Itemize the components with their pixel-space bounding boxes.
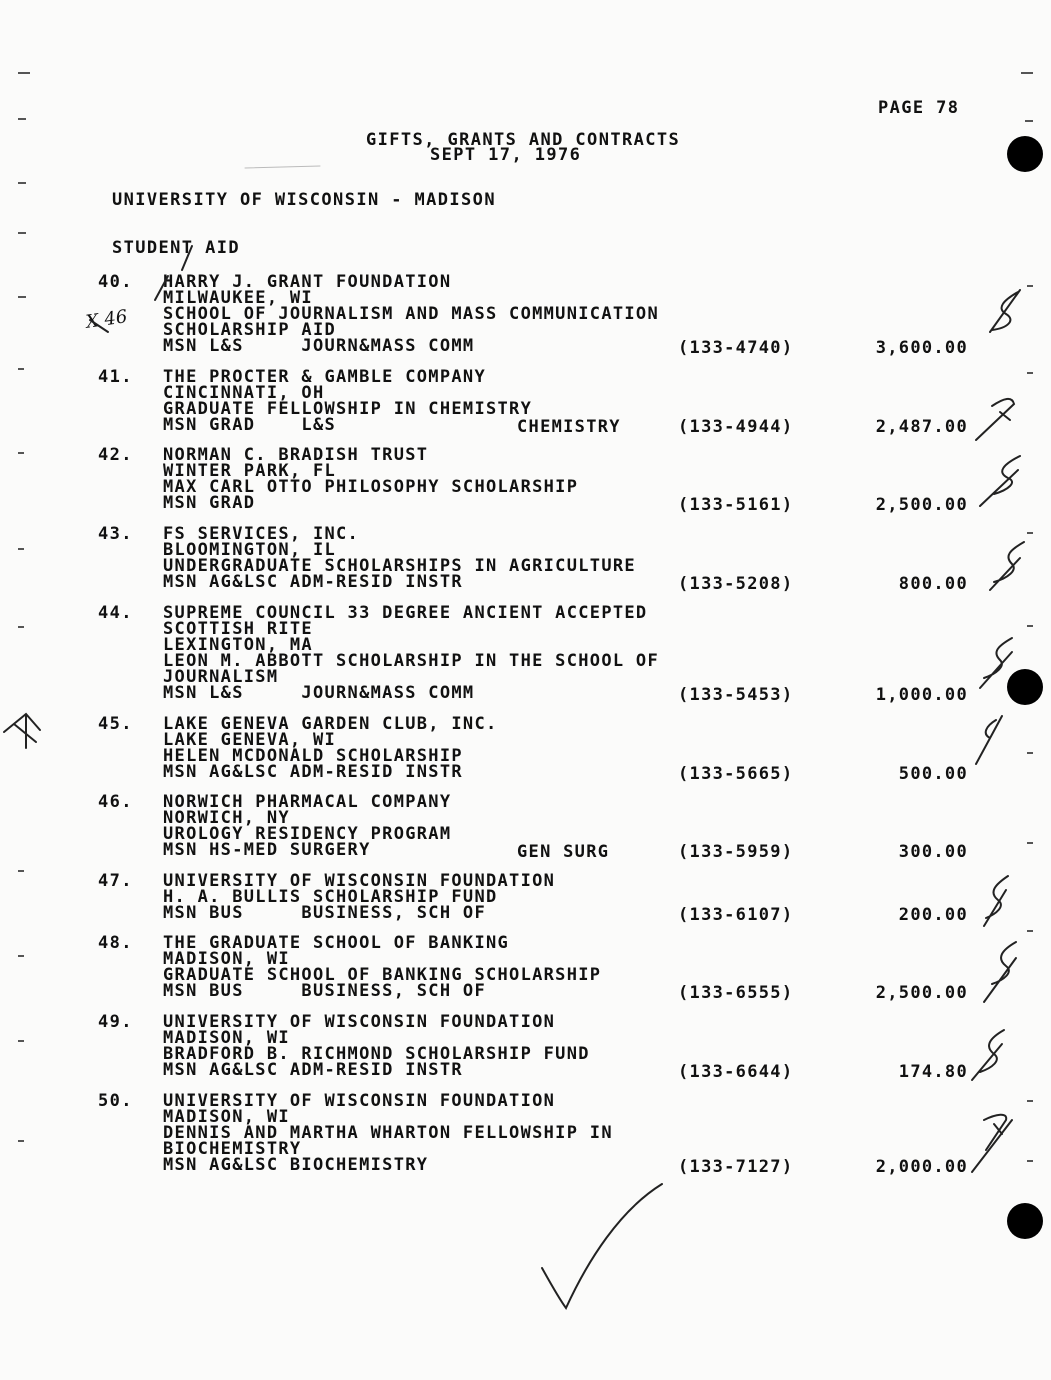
entry-line: MADISON, WI <box>163 1107 290 1127</box>
entry-line: MSN AG&LSC ADM-RESID INSTR <box>163 572 463 592</box>
entry-line: NORMAN C. BRADISH TRUST <box>163 445 429 465</box>
entry-number: 43. <box>98 524 133 544</box>
entry-number: 42. <box>98 445 133 465</box>
account-number: (133-6644) <box>678 1062 794 1082</box>
account-number: (133-5453) <box>678 685 794 705</box>
margin-arrow <box>4 714 40 748</box>
entry-line: THE GRADUATE SCHOOL OF BANKING <box>163 933 510 953</box>
smudge <box>245 166 320 168</box>
section-heading: STUDENT AID <box>112 238 240 258</box>
entry-line: MSN AG&LSC ADM-RESID INSTR <box>163 762 463 782</box>
entry-line: GRADUATE SCHOOL OF BANKING SCHOLARSHIP <box>163 965 602 985</box>
grant-amount: 800.00 <box>898 574 968 594</box>
grant-amount: 200.00 <box>898 905 968 925</box>
grant-amount: 2,000.00 <box>875 1157 968 1177</box>
entry-line: BLOOMINGTON, IL <box>163 540 337 560</box>
entry-line: SUPREME COUNCIL 33 DEGREE ANCIENT ACCEPTED <box>163 603 648 623</box>
grant-amount: 2,500.00 <box>875 983 968 1003</box>
entry-line: THE PROCTER & GAMBLE COMPANY <box>163 367 486 387</box>
grant-amount: 174.80 <box>898 1062 968 1082</box>
entry-line: JOURNALISM <box>163 667 279 687</box>
entry-line: NORWICH, NY <box>163 808 290 828</box>
entry-line: BIOCHEMISTRY <box>163 1139 302 1159</box>
report-date: SEPT 17, 1976 <box>430 145 582 165</box>
pen-slash <box>155 276 168 300</box>
account-number: (133-6555) <box>678 983 794 1003</box>
account-number: (133-5208) <box>678 574 794 594</box>
grant-amount: 1,000.00 <box>875 685 968 705</box>
entry-number: 46. <box>98 792 133 812</box>
entry-number: 41. <box>98 367 133 387</box>
grant-amount: 2,500.00 <box>875 495 968 515</box>
page-number: PAGE 78 <box>878 98 960 118</box>
entry-line: UNIVERSITY OF WISCONSIN FOUNDATION <box>163 871 556 891</box>
entry-line: CINCINNATI, OH <box>163 383 325 403</box>
entry-line: LEXINGTON, MA <box>163 635 313 655</box>
entry-line: DENNIS AND MARTHA WHARTON FELLOWSHIP IN <box>163 1123 613 1143</box>
tally-mark <box>990 290 1020 332</box>
tally-mark <box>984 942 1016 1002</box>
entry-line: MSN AG&LSC BIOCHEMISTRY <box>163 1155 429 1175</box>
account-number: (133-7127) <box>678 1157 794 1177</box>
entry-line: WINTER PARK, FL <box>163 461 337 481</box>
entry-line: MSN GRAD <box>163 493 256 513</box>
entry-number: 40. <box>98 272 133 292</box>
pen-slash <box>182 246 192 270</box>
department: GEN SURG <box>517 842 610 862</box>
entry-line: LEON M. ABBOTT SCHOLARSHIP IN THE SCHOOL OF <box>163 651 659 671</box>
entry-line: SCHOLARSHIP AID <box>163 320 337 340</box>
grant-amount: 2,487.00 <box>875 417 968 437</box>
account-number: (133-4944) <box>678 417 794 437</box>
entry-line: MSN L&S JOURN&MASS COMM <box>163 683 475 703</box>
entry-line: UNDERGRADUATE SCHOLARSHIPS IN AGRICULTURE <box>163 556 636 576</box>
entry-line: MSN BUS BUSINESS, SCH OF <box>163 903 486 923</box>
tally-mark <box>980 456 1020 506</box>
grant-amount: 300.00 <box>898 842 968 862</box>
entry-line: MSN BUS BUSINESS, SCH OF <box>163 981 486 1001</box>
tally-mark <box>976 716 1002 764</box>
tally-mark <box>980 638 1012 688</box>
tally-mark <box>972 1030 1004 1080</box>
tally-mark <box>976 399 1014 440</box>
grant-amount: 3,600.00 <box>875 338 968 358</box>
account-number: (133-5161) <box>678 495 794 515</box>
entry-line: HARRY J. GRANT FOUNDATION <box>163 272 452 292</box>
entry-number: 50. <box>98 1091 133 1111</box>
entry-line: MSN L&S JOURN&MASS COMM <box>163 336 475 356</box>
entry-line: LAKE GENEVA, WI <box>163 730 337 750</box>
tally-mark <box>990 542 1024 590</box>
check-mark <box>542 1184 662 1308</box>
department: CHEMISTRY <box>517 417 621 437</box>
entry-line: HELEN MCDONALD SCHOLARSHIP <box>163 746 463 766</box>
pen-slash <box>90 320 108 332</box>
account-number: (133-6107) <box>678 905 794 925</box>
entry-line: NORWICH PHARMACAL COMPANY <box>163 792 452 812</box>
entry-line: UROLOGY RESIDENCY PROGRAM <box>163 824 452 844</box>
entry-number: 49. <box>98 1012 133 1032</box>
entry-line: BRADFORD B. RICHMOND SCHOLARSHIP FUND <box>163 1044 590 1064</box>
entry-line: MSN HS-MED SURGERY <box>163 840 371 860</box>
margin-note: X 46 <box>84 306 129 333</box>
entry-line: FS SERVICES, INC. <box>163 524 360 544</box>
entry-line: MILWAUKEE, WI <box>163 288 313 308</box>
entry-line: H. A. BULLIS SCHOLARSHIP FUND <box>163 887 498 907</box>
entry-line: UNIVERSITY OF WISCONSIN FOUNDATION <box>163 1091 556 1111</box>
grant-amount: 500.00 <box>898 764 968 784</box>
entry-line: GRADUATE FELLOWSHIP IN CHEMISTRY <box>163 399 533 419</box>
entry-number: 45. <box>98 714 133 734</box>
entry-number: 48. <box>98 933 133 953</box>
account-number: (133-5959) <box>678 842 794 862</box>
entry-line: MSN GRAD L&S <box>163 415 337 435</box>
institution-heading: UNIVERSITY OF WISCONSIN - MADISON <box>112 190 496 210</box>
entry-line: LAKE GENEVA GARDEN CLUB, INC. <box>163 714 498 734</box>
account-number: (133-5665) <box>678 764 794 784</box>
entry-line: MSN AG&LSC ADM-RESID INSTR <box>163 1060 463 1080</box>
account-number: (133-4740) <box>678 338 794 358</box>
entry-line: MADISON, WI <box>163 949 290 969</box>
entry-number: 44. <box>98 603 133 623</box>
entry-line: UNIVERSITY OF WISCONSIN FOUNDATION <box>163 1012 556 1032</box>
entry-line: MAX CARL OTTO PHILOSOPHY SCHOLARSHIP <box>163 477 579 497</box>
entry-line: SCHOOL OF JOURNALISM AND MASS COMMUNICATION <box>163 304 659 324</box>
tally-mark <box>972 1115 1012 1172</box>
entry-number: 47. <box>98 871 133 891</box>
entry-line: MADISON, WI <box>163 1028 290 1048</box>
tally-mark <box>984 876 1008 926</box>
entry-line: SCOTTISH RITE <box>163 619 313 639</box>
report-title: GIFTS, GRANTS AND CONTRACTS <box>366 130 681 150</box>
